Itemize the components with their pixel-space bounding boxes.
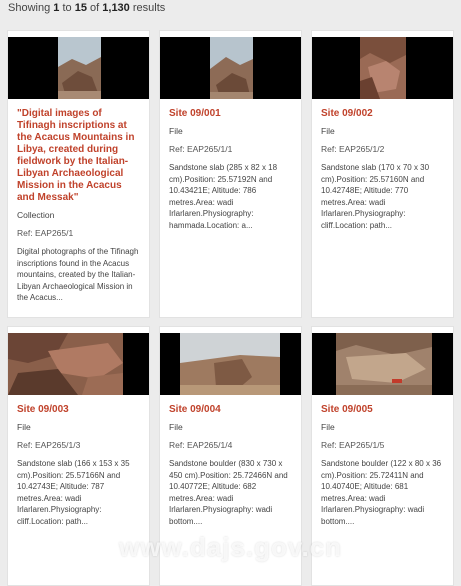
thumbnail[interactable] xyxy=(160,333,301,395)
card-ref: Ref: EAP265/1 xyxy=(17,228,74,238)
thumbnail[interactable] xyxy=(312,37,453,99)
result-card[interactable] xyxy=(7,326,150,586)
card-type: File xyxy=(321,422,335,432)
result-card[interactable] xyxy=(159,30,302,318)
card-title[interactable]: Site 09/005 xyxy=(321,404,373,415)
results-of-word: of xyxy=(90,2,100,14)
results-total: 1,130 xyxy=(102,2,130,14)
card-title[interactable]: Site 09/003 xyxy=(17,404,69,415)
card-ref: Ref: EAP265/1/2 xyxy=(321,144,385,154)
card-type: File xyxy=(17,422,31,432)
thumbnail-photo xyxy=(58,37,101,99)
card-description: Digital photographs of the Tifinagh inscriptions found in the Acacus mountains, created by the Italian-Libyan Archaeological Mission in the Acacus... xyxy=(17,247,139,302)
card-type: File xyxy=(169,422,183,432)
result-card[interactable] xyxy=(311,30,454,318)
card-description: Sandstone boulder (830 x 730 x 450 cm).Position: 25.72466N and 10.40772E; Altitude: 682 metres.Area: wadi Irlarlaren.Physiography: wadi bottom.... xyxy=(169,459,288,526)
card-title[interactable]: Site 09/002 xyxy=(321,108,373,119)
thumbnail[interactable] xyxy=(160,37,301,99)
card-title[interactable]: "Digital images of Tifinagh inscriptions at the Acacus Mountains in Libya, created during fieldwork by the Italian-Libyan Archaeological Mission in the Acacus and Messak" xyxy=(17,108,135,203)
result-card[interactable] xyxy=(311,326,454,586)
results-to: 15 xyxy=(74,2,87,14)
card-ref: Ref: EAP265/1/5 xyxy=(321,440,385,450)
card-ref: Ref: EAP265/1/3 xyxy=(17,440,81,450)
card-description: Sandstone slab (285 x 82 x 18 cm).Position: 25.57192N and 10.43421E; Altitude: 786 metres.Area: wadi Irlarlaren.Physiography: hammada.Location: a... xyxy=(169,163,278,230)
results-to-word: to xyxy=(62,2,72,14)
thumbnail[interactable] xyxy=(8,333,149,395)
card-title[interactable]: Site 09/004 xyxy=(169,404,221,415)
results-from: 1 xyxy=(53,2,60,14)
card-type: File xyxy=(169,126,183,136)
card-ref: Ref: EAP265/1/1 xyxy=(169,144,233,154)
thumbnail[interactable] xyxy=(312,333,453,395)
card-title[interactable]: Site 09/001 xyxy=(169,108,221,119)
result-card[interactable] xyxy=(7,30,150,318)
thumbnail-photo xyxy=(8,333,123,395)
result-card[interactable] xyxy=(159,326,302,586)
thumbnail-photo xyxy=(360,37,406,99)
card-ref: Ref: EAP265/1/4 xyxy=(169,440,233,450)
card-type: File xyxy=(321,126,335,136)
thumbnail[interactable] xyxy=(8,37,149,99)
thumbnail-photo xyxy=(210,37,253,99)
thumbnail-photo xyxy=(336,333,432,395)
results-grid xyxy=(7,30,455,586)
results-summary xyxy=(8,2,165,14)
results-suffix: results xyxy=(132,2,166,14)
card-description: Sandstone slab (166 x 153 x 35 cm).Position: 25.57166N and 10.42743E; Altitude: 787 metres.Area: wadi Irlarlaren.Physiography: cliff.Location: path... xyxy=(17,459,130,526)
thumbnail-photo xyxy=(180,333,280,395)
card-type: Collection xyxy=(17,210,55,220)
watermark-text: www.dajs.gov.cn xyxy=(118,532,343,562)
card-description: Sandstone slab (170 x 70 x 30 cm).Position: 25.57160N and 10.42748E; Altitude: 770 metres.Area: wadi Irlarlaren.Physiography: cliff.Location: path... xyxy=(321,163,430,230)
results-prefix: Showing xyxy=(8,2,51,14)
card-description: Sandstone boulder (122 x 80 x 36 cm).Position: 25.72411N and 10.40740E; Altitude: 681 metres.Area: wadi Irlarlaren.Physiography: wadi bottom.... xyxy=(321,459,442,526)
